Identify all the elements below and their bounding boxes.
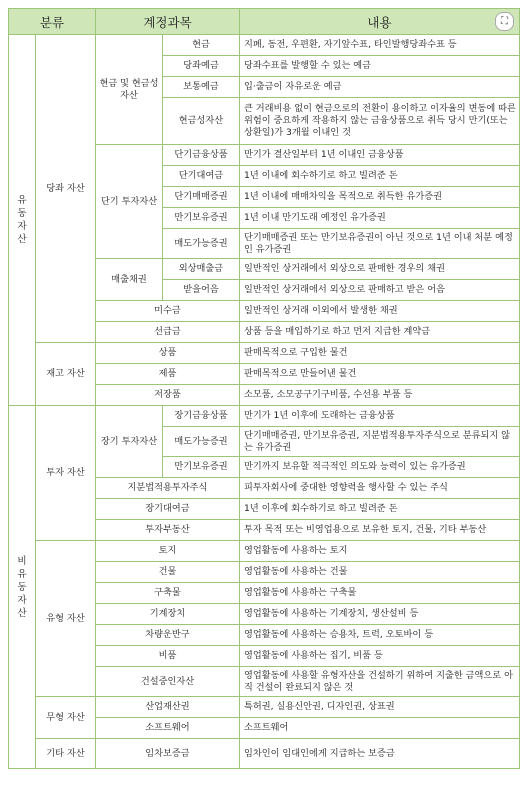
table-row — [9, 343, 520, 364]
account-desc: 소모품, 소모공구기구비품, 수선용 부품 등 — [240, 385, 520, 406]
account-name: 미수금 — [96, 301, 240, 322]
account-desc: 피투자회사에 중대한 영향력을 행사할 수 있는 주식 — [240, 478, 520, 499]
group-tangible-assets: 유형 자산 — [36, 541, 96, 697]
account-desc: 영업활동에 사용하는 승용차, 트럭, 오토바이 등 — [240, 625, 520, 646]
account-name: 현금 — [163, 35, 240, 56]
account-desc: 영업활동에 사용하는 구축물 — [240, 583, 520, 604]
account-name: 건물 — [96, 562, 240, 583]
header-content — [240, 9, 520, 35]
account-desc: 1년 이내에 회수하기로 하고 빌려준 돈 — [240, 166, 520, 187]
group-inventory: 재고 자산 — [36, 343, 96, 406]
account-desc: 영업활동에 사용하는 토지 — [240, 541, 520, 562]
account-name: 산업재산권 — [96, 697, 240, 718]
account-desc: 입·출금이 자유로운 예금 — [240, 77, 520, 98]
header-category: 분류 — [9, 9, 96, 35]
account-name: 차량운반구 — [96, 625, 240, 646]
account-desc: 당좌수표를 발행할 수 있는 예금 — [240, 56, 520, 77]
group-investment-assets: 투자 자산 — [36, 406, 96, 541]
account-name: 지분법적용투자주식 — [96, 478, 240, 499]
account-name: 단기대여금 — [163, 166, 240, 187]
account-desc: 판매목적으로 구입한 물건 — [240, 343, 520, 364]
account-classification-document — [8, 8, 520, 769]
account-classification-table — [8, 8, 520, 769]
account-desc: 소프트웨어 — [240, 718, 520, 739]
account-name: 현금성자산 — [163, 98, 240, 145]
header-content-label: 내용 — [367, 14, 392, 30]
account-name: 상품 — [96, 343, 240, 364]
account-name: 만기보유증권 — [163, 208, 240, 229]
account-desc: 단기매매증권 또는 만기보유증권이 아닌 것으로 1년 이내 처분 예정인 유가증권 — [240, 229, 520, 259]
group-noncurrent-assets: 비유동자산 — [9, 406, 36, 769]
account-name: 비품 — [96, 646, 240, 667]
account-name: 받을어음 — [163, 280, 240, 301]
account-desc: 1년 이내 만기도래 예정인 유가증권 — [240, 208, 520, 229]
account-name: 당좌예금 — [163, 56, 240, 77]
account-desc: 영업활동에 사용하는 기계장치, 생산설비 등 — [240, 604, 520, 625]
table-row — [9, 406, 520, 427]
group-quick-assets: 당좌 자산 — [36, 35, 96, 343]
account-name: 매도가능증권 — [163, 229, 240, 259]
group-intangible-assets: 무형 자산 — [36, 697, 96, 739]
account-desc: 1년 이후에 회수하기로 하고 빌려준 돈 — [240, 499, 520, 520]
account-name: 만기보유증권 — [163, 457, 240, 478]
account-name: 토지 — [96, 541, 240, 562]
account-name: 건설중인자산 — [96, 667, 240, 697]
account-name: 장기금융상품 — [163, 406, 240, 427]
account-desc: 상품 등을 매입하기로 하고 먼저 지급한 계약금 — [240, 322, 520, 343]
group-long-term-investments: 장기 투자자산 — [96, 406, 163, 478]
account-desc: 판매목적으로 만들어낸 물건 — [240, 364, 520, 385]
table-row — [9, 697, 520, 718]
account-desc: 일반적인 상거래에서 외상으로 판매한 경우의 채권 — [240, 259, 520, 280]
account-name: 기계장치 — [96, 604, 240, 625]
group-short-term-investments: 단기 투자자산 — [96, 145, 163, 259]
table-row — [9, 35, 520, 56]
account-name: 소프트웨어 — [96, 718, 240, 739]
account-name: 장기대여금 — [96, 499, 240, 520]
account-name: 외상매출금 — [163, 259, 240, 280]
account-desc: 1년 이내에 매매차익을 목적으로 취득한 유가증권 — [240, 187, 520, 208]
group-current-assets: 유동자산 — [9, 35, 36, 406]
header-account: 계정과목 — [96, 9, 240, 35]
account-desc: 영업활동에 사용하는 집기, 비품 등 — [240, 646, 520, 667]
account-desc: 만기가 결산일부터 1년 이내인 금융상품 — [240, 145, 520, 166]
account-desc: 특허권, 실용신안권, 디자인권, 상표권 — [240, 697, 520, 718]
account-name: 제품 — [96, 364, 240, 385]
account-desc: 영업활동에 사용하는 건물 — [240, 562, 520, 583]
account-name: 매도가능증권 — [163, 427, 240, 457]
account-desc: 만기가 1년 이후에 도래하는 금융상품 — [240, 406, 520, 427]
account-desc: 일반적인 상거래에서 외상으로 판매하고 받은 어음 — [240, 280, 520, 301]
account-name: 단기금융상품 — [163, 145, 240, 166]
expand-icon[interactable]: ⛶ — [495, 12, 514, 31]
group-other-assets: 기타 자산 — [36, 739, 96, 769]
account-desc: 임차인이 임대인에게 지급하는 보증금 — [240, 739, 520, 769]
table-row — [9, 541, 520, 562]
table-header-row — [9, 9, 520, 35]
account-name: 단기매매증권 — [163, 187, 240, 208]
account-name: 구축물 — [96, 583, 240, 604]
account-name: 임차보증금 — [96, 739, 240, 769]
account-name: 보통예금 — [163, 77, 240, 98]
group-cash-equivalents: 현금 및 현금성자산 — [96, 35, 163, 145]
account-desc: 큰 거래비용 없이 현금으로의 전환이 용이하고 이자율의 변동에 따른 위험이 중요하게 작용하지 않는 금융상품으로 취득 당시 만기(또는 상환일)가 3개월 이내인 것 — [240, 98, 520, 145]
account-desc: 만기까지 보유할 적극적인 의도와 능력이 있는 유가증권 — [240, 457, 520, 478]
account-name: 선급금 — [96, 322, 240, 343]
account-desc: 일반적인 상거래 이외에서 발생한 채권 — [240, 301, 520, 322]
account-name: 투자부동산 — [96, 520, 240, 541]
account-desc: 투자 목적 또는 비영업용으로 보유한 토지, 건물, 기타 부동산 — [240, 520, 520, 541]
account-desc: 단기매매증권, 만기보유증권, 지분법적용투자주식으로 분류되지 않는 유가증권 — [240, 427, 520, 457]
account-desc: 영업활동에 사용할 유형자산을 건설하기 위하여 지출한 금액으로 아직 건설이 완료되지 않은 것 — [240, 667, 520, 697]
account-desc: 지폐, 동전, 우편환, 자기앞수표, 타인발행당좌수표 등 — [240, 35, 520, 56]
table-row — [9, 739, 520, 769]
account-name: 저장품 — [96, 385, 240, 406]
group-receivables: 매출채권 — [96, 259, 163, 301]
